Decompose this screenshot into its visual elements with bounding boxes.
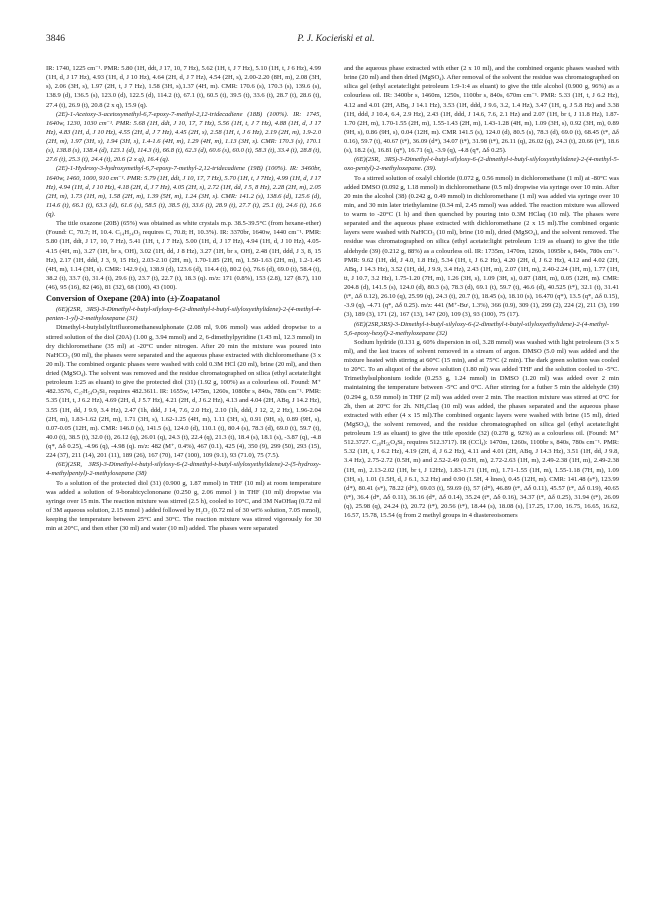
paragraph: To a stirred solution of oxalyl chloride (0.072 g, 0.56 mmol) in dichloromethane (1 ml) at -80°C was added DMSO (0.092 g, 1.18 mmol) in dichloromethane (0.5 ml) dropwise via syringe over 10 min. After 20 min the alcohol (38) (0.242 g, 0.49 mmol) in dichloromethane (1 ml) was added via syringe over 10 min, and 30 min later triethylamine (0.34 ml, 2.45 mmol) was added. The reaction mixture was allowed to warm to -20°C (1 h) and then quenched by pouring into 0.3M HClaq (10 ml). The phases were separated and the aqueous phase extracted with dichloromethane (2 x 15 ml).The combined organic layers were washed with NaHCO₃ (10 ml), brine (10 ml), dried (MgSO₄), and the solvent removed. The residue was chromatographed on silica (ethyl acetate:light petroleum 1:19 as eluant) to give the title aldehyde (39) (0.212 g, 88%) as a colourless oil. IR: 1735m, 1470m, 1260s, 1095br s, 840s, 780s cm⁻¹. PMR: 9.62 (1H, dd, J 4.0, 1.8 Hz), 5.34 (1H, t, J 6.2 Hz), 4.20 (2H, d, J 6.2 Hz), 4.12 and 4.02 (2H, ABq, J 14.3 Hz), 3.52 (1H, dd, J 9.9, 3.4 Hz), 2.43 (1H, m), 2.07 (1H, m), 2.40-2.24 (1H, m), 1.77 (1H, tt, J 10.7, 3.2 Hz), 1.75-1.20 (7H, m), 1.26 (3H, s), 1.09 (3H, s), 0.87 (18H, m), 0.05 (12H, m). CMR: 204.8 (d), 141.5 (s), 124.0 (d), 80.3 (s), 78.3 (d), 69.1 (t), 59.7 (t), 46.6 (d), 40.525 (t*), 32.1 (t), 31.41 (t*, Δδ 0.12), 26.10 (q), 25.99 (q), 24.3 (t), 20.7 (t), 18.45 (s), 18.10 (s), 16.470 (q*), 13.5 (q*, Δδ 0.15), -3.9 (q), -4.71 (q*, Δδ 0.25). m/z: 441 (M⁺-Buᵗ, 1.3%), 366 (0.9), 309 (1), 299 (2), 224 (2), 211 (3), 199 (3), 189 (3), 171 (2), 167 (13), 147 (20), 109 (3), 93 (100), 75 (17). xyxy=(344,174,619,319)
compound-name: (6E)(2SR, 3RS)-3-Dimethyl-t-butyl-silyloxy-6-(2-dimethyl-t-butyl-silyloxyethylidene)-2-(4-methyl-4-penten-1-yl)-2-methyloxepane (31) xyxy=(46,306,321,323)
paragraph: To a solution of the protected diol (31) (0.900 g, 1.87 mmol) in THF (10 ml) at room temperature was added a solution of 9-borabicyclononane (0.250 g, 2.06 mmol ) in THF (10 ml) dropwise via syringe over 15 min. The reaction mixture was stirred (2.5 h), cooled to 10°C, and 3M NaOHaq (0.72 ml of 3M aqueous solution, 2.15 mmol ) added followed by H₂O₂ (0.72 ml of 30 wt% solution, 7.05 mmol), keeping the temperature between 25°C and 30°C. The reaction mixture was stirred vigorously for 30 min at 20°C, and then ether (30 ml) and water (10 ml) added. The phases were separated xyxy=(46,479,321,533)
paragraph: Sodium hydride (0.131 g, 60% dispersion in oil, 3.28 mmol) was washed with light petroleum (3 x 5 ml), and the last traces of solvent removed in a stream of argon. DMSO (5.0 ml) was added and the mixture heated with stirring at 60°C (15 min), and at 75°C (2 min). The dark green solution was cooled to 20°C. To an aliquot of the above solution (1.80 ml) was added THF and the solution cooled to -5°C. Trimethylsulphonium iodide (0.253 g, 1.24 mmol) in DMSO (1.20 ml) was added over 2 min maintaining the temperature between -5°C and 0°C. After stirring for a futher 5 min the aldehyde (39) (0.294 g, 0.59 mmol) in THF (2 ml) was added over 2 min. The reaction mixture was stirred at 0°C for 2h, then at 20°C for 2h. NH₄Claq (10 ml) was added, the phases separated and the aqueous phase extracted with ether (4 x 15 ml).The combined organic layers were washed with brine (15 ml), dried (MgSO₄), the solvent removed, and the residue chromatographed on silica gel (ethyl acetate:light petroleum 1:9 as eluant) to give the title epoxide (32) (0.278 g, 92%) as a colourless oil. (Found: M⁺ 512.3727. C₂₈H₅₆O₄Si₂ requires 512.3717). IR (CCl₄): 1470m, 1260s, 1100br s, 840s, 780s cm⁻¹. PMR: 5.32 (1H, t, J 6.2 Hz), 4.19 (2H, d, J 6.2 Hz), 4.11 and 4.01 (2H, ABq, J 14.3 Hz), 3.51 (1H, dd, J 9.8, 3.4 Hz), 2.75-2.72 (0.5H, m) and 2.52-2.49 (0.5H, m), 2.72-2.63 (1H, m), 2.49-2.38 (1H, m), 2.49-2.38 (1H, m), 2.13-2.02 (1H, br t, J 12Hz), 1.83-1.71 (1H, m), 1.71-1.55 (1H, m), 1.55-1.18 (7H, m), 1.09 (3H, s), 1.01 (1.5H, d, J 6.1, 3.2 Hz) and 0.90 (1.5H, 4 lines), 0.45 (12H, m). CMR: 141.48 (s*), 123.99 (d*), 80.41 (s*), 78.22 (d*), 69.03 (t), 59.69 (t), 57 (d*), 46.89 (t*, Δδ 0.11), 45.57 (t*, Δδ 0.19), 40.65 (t*), 36.4 (d*, Δδ 0.11), 36.16 (d*, Δδ 0.14), 35.24 (t*, Δδ 0.16), 34.37 (t*, Δδ 0.25), 31.94 (t*), 26.09 (q), 25.98 (q), 24.24 (t), 20.72 (t*), 20.56 (t*), 18.44 (s), 18.08 (s), [17.25, 17.00, 16.75, 16.65, 16.62, 16.57, 15.78, 15.54 (q from 2 methyl groups in 4 diastereoisomers xyxy=(344,338,619,520)
compound-name: (2E)-1-Acetoxy-3-acetoxymethyl-6,7-epoxy-7-methyl-2,12-tridecadiene (18B) (100%). IR: 1745, 1640w, 1230, 1030 cm⁻¹. PMR: 5.68 (1H, ddt, J 10, 17, 7 Hz), 5.56 (1H, t, J 7 Hz), 4.88 (1H, d, J 17 Hz), 4.83 (1H, d, J 10 Hz), 4.55 (2H, d, J 7 Hz), 4.45 (2H, s), 2.58 (1H, t, J 6 Hz), 2.19 (2H, m), 1.9-2.0 (2H, m), 1.97 (3H, s), 1.94 (3H, s), 1.4-1.6 (4H, m), 1.29 (4H, m), 1.13 (3H, s). CMR: 170.3 (s), 170.1 (s), 138.8 (s), 138.4 (d), 123.1 (d), 114.3 (t), 66.8 (t), 62.3 (d), 60.6 (s), 60.0 (t), 58.3 (t), 33.4 (t), 28.8 (t), 27.6 (t), 25.3 (t), 24.4 (t), 20.6 (2 x q), 16.4 (q). xyxy=(46,110,321,164)
page-number: 3846 xyxy=(46,34,65,44)
paragraph: IR: 1740, 1225 cm⁻¹. PMR: 5.80 (1H, ddt, J 17, 10, 7 Hz), 5.62 (1H, t, J 7 Hz), 5.10 (1H, t, J 6 Hz), 4.99 (1H, d, J 17 Hz), 4.93 (1H, d, J 10 Hz), 4.64 (2H, d, J 7 Hz), 4.54 (2H, s), 2.00-2.20 (8H, m), 2.08 (3H, s), 2.06 (3H, s), 1.97 (2H, t, J 7 Hz), 1.58 (3H, s),1.37 (4H, m). CMR: 170.6 (s), 170.3 (s), 139.6 (s), 138.9 (d), 136.5 (s), 123.0 (d), 122.5 (d), 114.2 (t), 67.1 (t), 60.5 (t), 39.5 (t), 33.6 (t), 28.7 (t), 28.6 (t), 27.4 (t), 26.9 (t), 20.8 (2 x q), 15.9 (q). xyxy=(46,65,321,109)
paragraph: The title oxazone (20B) (65%) was obtained as white crystals m.p. 38.5-39.5°C (from hexane-ether) (Found: C, 70.7; H, 10.4. C₁₄H₂₄O₃ requires C, 70.8; H, 10.3%). IR: 3370br, 1640w, 1440 cm⁻¹. PMR: 5.80 (1H, ddt, J 17, 10, 7 Hz), 5.41 (1H, t, J 7 Hz), 5.00 (1H, d, J 17 Hz), 4.94 (1H, d, J 10 Hz), 4.05-4.15 (4H, m), 3.27 (1H, br s, OH), 3.02 (1H, dd, J 8 Hz), 3.27 (1H, br s, OH), 2.48 (1H, ddd, J 3, 8, 15 Hz), 2.17 (1H, ddd, J 3, 9, 15 Hz), 2.03-2.10 (2H, m), 1.70-1.85 (2H, m), 1.50-1.63 (2H, m), 1.2-1.45 (4H, m), 1.14 (3H, s). CMR: 142.9 (s), 138.9 (d), 123.6 (d), 114.4 (t), 80.2 (s), 76.6 (d), 69.0 (t), 58.4 (t), 38.2 (t), 33.7 (t), 31.4 (t), 29.6 (t), 23.7 (t), 22.7 (t), 18.3 (q). m/z: 171 (0.8%), 153 (2.8), 127 (8.7), 110 (46), 95 (16), 82 (46), 81 (32), 68 (100), 43 (100). xyxy=(46,220,321,291)
paragraph: Dimethyl-t-butylsilyltrifluoromethanesulphonate (2.08 ml, 9.06 mmol) was added dropwise to a stirred solution of the diol (20A) (1.00 g, 3.94 mmol) and 2, 6-dimethylpyridine (1.43 ml, 12.3 mmol) in dry dichloromethane (35 ml) at -20°C under nitrogen. After 20 min the mixture was poured into NaHCO₃ (90 ml), the phases were separated and the aqueous phase extracted with dichloromethane (3 x 20 ml). The combined organic phases were washed with cold 0.3M HCl (20 ml), brine (20 ml), and then dried (MgSO₄). The solvent was removed and the residue chromatographed on silica (ethyl acetate:light petroleum 1:25 as eluant) to give the protected diol (31) (1.92 g, 100%) as a colourless oil. Found: M⁺ 482.3576, C₂₇H₅₄O₃Si₂ requires 482.3611. IR: 1655w, 1475m, 1260s, 1080br s, 840s, 780s cm⁻¹. PMR: 5.35 (1H, t, J 6.2 Hz), 4.69 (2H, d, J 5.7 Hz), 4.21 (2H, d, J 6.2 Hz), 4.13 and 4.04 (2H, ABq, J 14.2 Hz), 3.55 (1H, dd, J 9.9, 3.4 Hz), 2.47 (1h, ddd, J 14, 7.6, 2.0 Hz), 2.10 (1h, ddd, J 12, 2, 2 Hz), 1.96-2.04 (2H, m), 1.83-1.62 (2H, m), 1.71 (3H, s), 1.62-1.25 (4H, m), 1.11 (3H, s), 0.91 (9H, s), 0.89 (9H, s), 0.07-0.05 (12H, m). CMR: 146.0 (s), 141.5 (s), 124.0 (d), 110.1 (t), 80.4 (s), 78.3 (d), 69.0 (t), 59.7 (t), 40.0 (t), 38.5 (t), 32.0 (t), 26.12 (q), 26.01 (q), 24.3 (t), 22.4 (q), 21.3 (t), 18.4 (s), 18.1 (s), -3.87 (q), -4.8 (q*, Δδ 0.25), -4.96 (q), -4.98 (q). m/z: 482 (M⁺, 0.4%), 467 (0.1), 425 (4), 350 (9), 299 (50), 293 (15), 224 (37), 211 (14), 201 (11), 189 (26), 167 (70), 147 (100), 109 (9.1), 93 (71.0), 75 (7.5). xyxy=(46,324,321,460)
compound-name: (2E)-1-Hydroxy-3-hydroxymethyl-6,7-epoxy-7-methyl-2,12-tridecadiene (19B) (100%). IR: 3460br, 1640w, 1460, 1000, 910 cm⁻¹. PMR: 5.79 (1H, ddt, J 10, 17, 7 Hz), 5.70 (1H, t, J 7Hz), 4.99 (1H, d, J 17 Hz), 4.94 (1H, d, J 10 Hz), 4.18 (2H, d, J 7 Hz), 4.05 (2H, s), 2.72 (1H, dd, J 5, 8 Hz), 2.28 (2H, m), 2.05 (2H, m), 1.73 (1H, m), 1.58 (2H, m), 1.39 (5H, m), 1.24 (3H, s). CMR: 141.2 (s), 138.6 (d), 125.6 (d), 114.6 (t), 66.1 (t), 63.3 (d), 61.6 (s), 58.5 (t), 38.5 (t), 33.6 (t), 28.9 (t), 27.7 (t), 25.1 (t), 24.6 (t), 16.6 (q). xyxy=(46,165,321,218)
paragraph: and the aqueous phase extracted with ether (2 x 10 ml), and the combined organic phases washed with brine (20 ml) and then dried (MgSO₄). After removal of the solvent the residue was chromatographed on silica gel (ethyl acetate:light petroleum 1:9-1:4 as eluant) to give the title alcohol (0.900 g, 96%) as a colourless oil. IR: 3400br s, 1460m, 1250s, 1100br s, 840s, 670m cm⁻¹. PMR: 5.33 (1H, t, J 6.2 Hz), 4.12 and 4.01 (2H, ABq, J 14.1 Hz), 3.53 (1H, ddd, J 9.6, 3.2, 1.4 Hz), 3.47 (1H, q, J 5.8 Hz) and 3.38 (1H, ddd, J 10.4, 6.4, 2.9 Hz), 2.43 (1H, ddd, J 14.6, 7.6, 2.1 Hz) and 2.07 (1H, br t, J 11.8 Hz), 1.87-1.70 (2H, m), 1.70-1.55 (2H, m), 1.55-1.43 (2H, m), 1.43-1.28 (4H, m), 1.09 (3H, s), 0.92 (3H, m), 0.89 (9H, s), 0.86 (9H, s), 0.04 (12H, m). CMR 141.5 (s), 124.0 (d), 80.5 (s), 78.3 (d), 69.0 (t), 68.45 (t*, Δδ 0.16), 59.7 (t), 40.67 (t*), 36.09 (d*), 34.07 (t*), 31.98 (t*), 26.11 (q), 26.02 (q), 24.3 (t), 20.66 (t*), 18.6 (s), 18.2 (s), 16.81 (q*), 16.71 (q), -3.9 (q), -4.8 (q*, Δδ 0.25). xyxy=(344,65,619,155)
running-head-authors: P. J. Kocieński et al. xyxy=(297,34,375,44)
section-heading: Conversion of Oxepane (20A) into (±)-Zoapatanol xyxy=(46,294,220,304)
compound-name: (6E)(2SR, 3RS)-3-Dimethyl-t-butyl-silyloxy-6-(2-dimethyl-t-butyl-silyloxyethylidene)-2-(4-methyl-5-oxo-pentyl)-2-methyloxepane. (39). xyxy=(344,156,619,173)
compound-name: (6E)(2SR, 3RS)-3-Dimethyl-t-butyl-silyloxy-6-(2-dimethyl-t-butyl-silyloxyethylidene)-2-(5-hydroxy-4-methylpentyl)-2-methyloxepane (38) xyxy=(46,461,321,478)
left-column xyxy=(46,64,321,890)
running-header xyxy=(46,34,626,48)
right-column xyxy=(344,64,619,890)
compound-name: (6E)(2SR,3RS)-3-Dimethyl-t-butyl-silyloxy-6-(2-dimethyl-t-butyl-silyloxyethylidene)-2-(4-methyl-5,6-epoxy-hexyl)-2-methyloxepane (32) xyxy=(344,320,610,337)
